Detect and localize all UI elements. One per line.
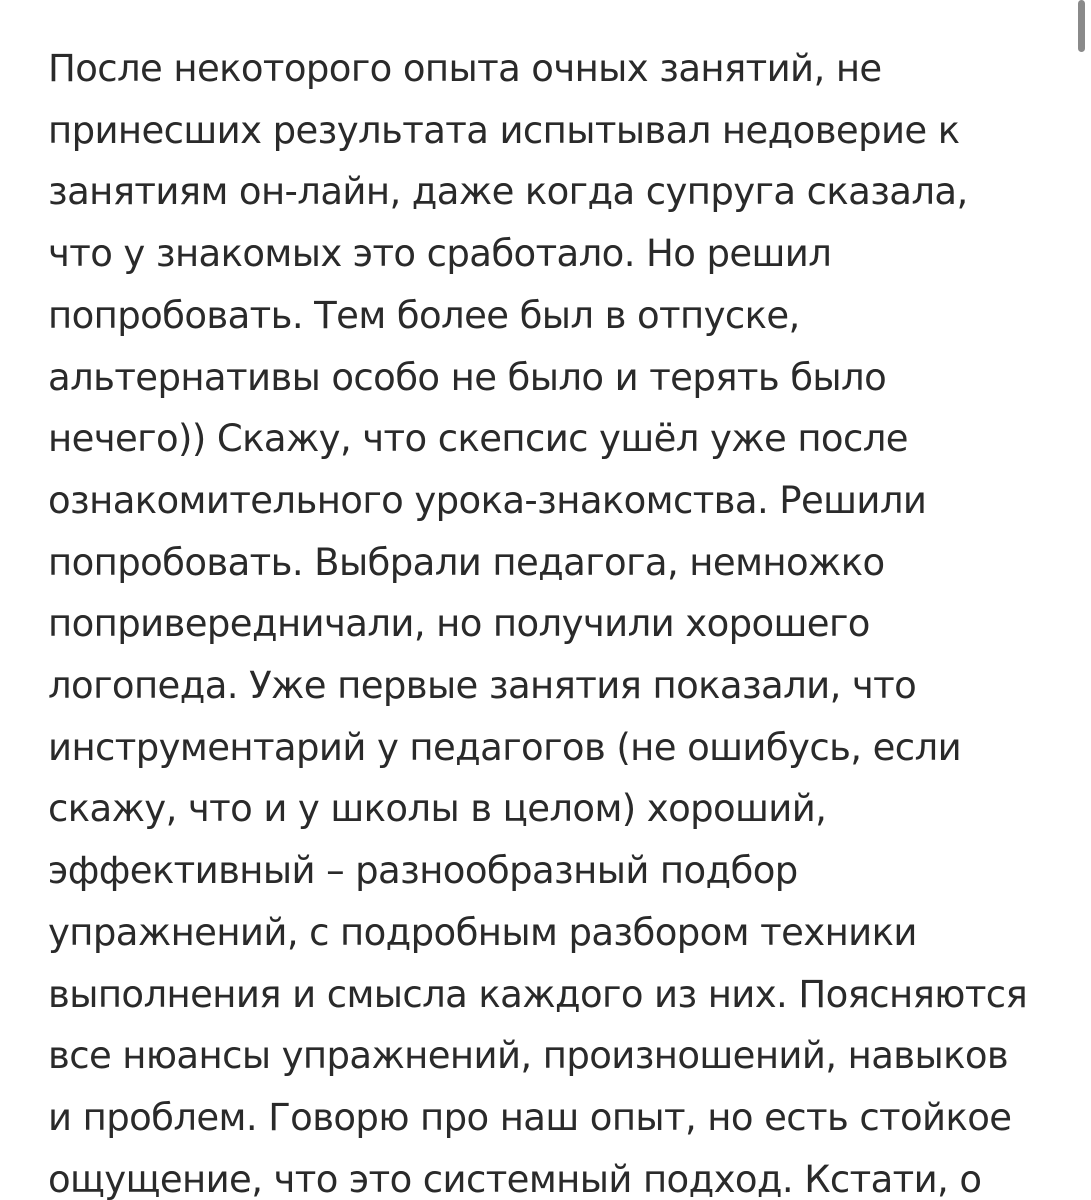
text-line: попривередничали, но получили хорошего bbox=[48, 602, 870, 646]
scrollbar[interactable] bbox=[1077, 0, 1091, 1200]
text-line: выполнения и смысла каждого из них. Поясняются bbox=[48, 972, 1028, 1016]
text-line: что у знакомых это сработало. Но решил bbox=[48, 232, 832, 276]
text-line: упражнений, с подробным разбором техники bbox=[48, 910, 917, 954]
text-line: попробовать. Выбрали педагога, немножко bbox=[48, 540, 885, 584]
text-line: логопеда. Уже первые занятия показали, что bbox=[48, 664, 917, 708]
text-line: все нюансы упражнений, произношений, навыков bbox=[48, 1034, 1009, 1078]
text-line: ознакомительного урока-знакомства. Решили bbox=[48, 478, 927, 522]
text-line: и проблем. Говорю про наш опыт, но есть стойкое bbox=[48, 1095, 1012, 1139]
text-line: альтернативы особо не было и терять было bbox=[48, 355, 887, 399]
text-line: скажу, что и у школы в целом) хороший, bbox=[48, 787, 827, 831]
scrollbar-thumb[interactable] bbox=[1078, 0, 1085, 52]
text-line: принесших результата испытывал недоверие к bbox=[48, 108, 960, 152]
text-line: ощущение, что это системный подход. Кстати, о bbox=[48, 1157, 982, 1200]
text-line: нечего)) Скажу, что скепсис ушёл уже после bbox=[48, 417, 908, 461]
review-text bbox=[48, 38, 1078, 1200]
text-line: инструментарий у педагогов (не ошибусь, если bbox=[48, 725, 962, 769]
text-line: После некоторого опыта очных занятий, не bbox=[48, 47, 882, 90]
text-line: эффективный – разнообразный подбор bbox=[48, 849, 798, 893]
text-line: попробовать. Тем более был в отпуске, bbox=[48, 293, 800, 337]
text-line: занятиям он-лайн, даже когда супруга сказала, bbox=[48, 170, 968, 214]
